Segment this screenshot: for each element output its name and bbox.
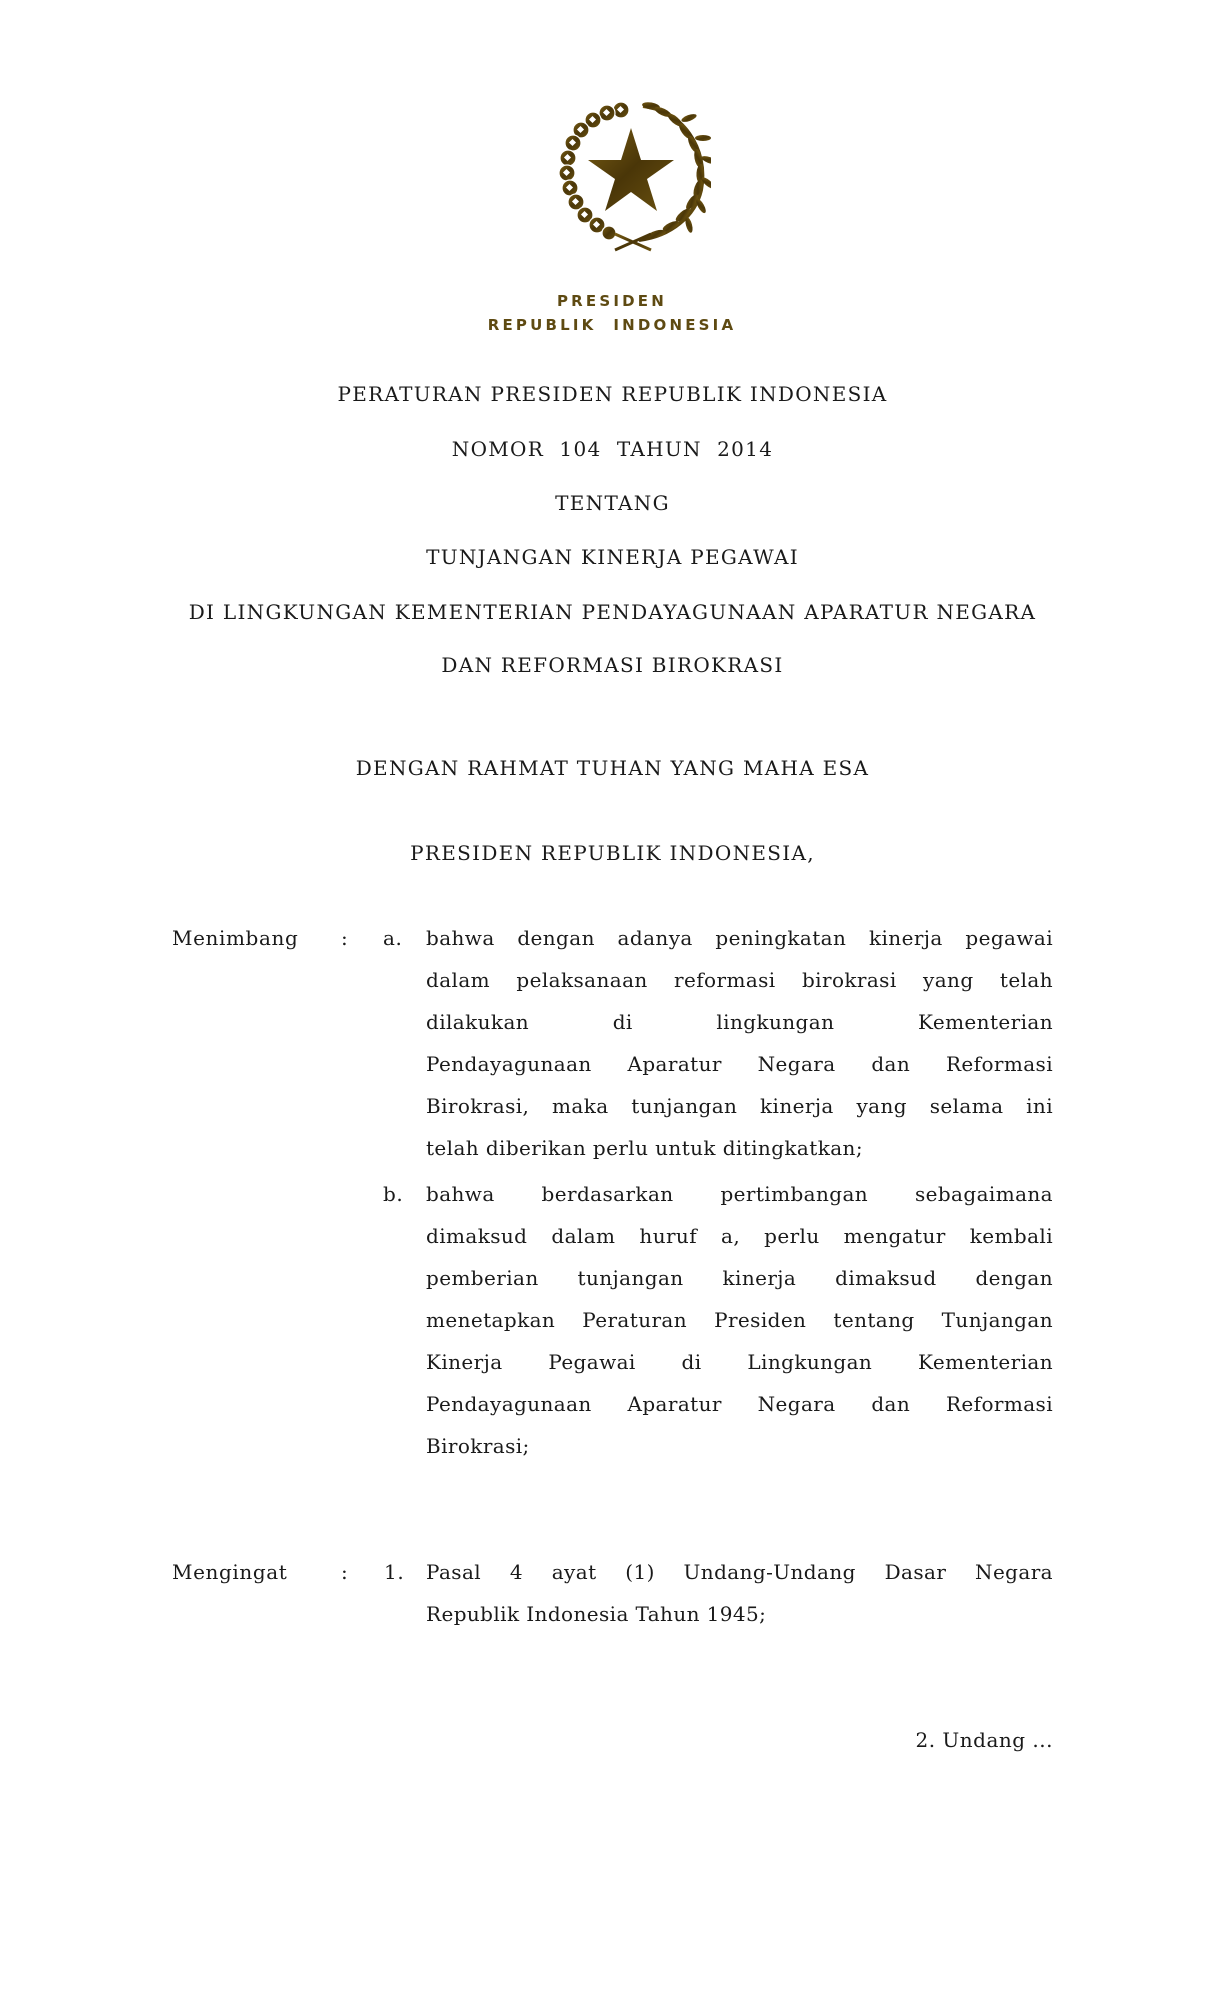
menimbang-label: Menimbang [172, 926, 299, 950]
text-line: dilakukan di lingkungan Kementerian [426, 1010, 1053, 1034]
mengingat-item-1 [426, 1551, 1053, 1635]
text-line: Kinerja Pegawai di Lingkungan Kementerian [426, 1350, 1053, 1374]
regulation-about: TENTANG [555, 491, 670, 515]
regulation-subject-line3: DAN REFORMASI BIROKRASI [441, 653, 784, 677]
text-line: dimaksud dalam huruf a, perlu mengatur kembali [426, 1224, 1053, 1248]
mengingat-colon: : [341, 1560, 349, 1584]
menimbang-colon: : [341, 926, 349, 950]
text-line: Pendayagunaan Aparatur Negara dan Reformasi [426, 1052, 1053, 1076]
text-line: Republik Indonesia Tahun 1945; [426, 1602, 767, 1626]
item-marker-1: 1. [384, 1560, 405, 1584]
mengingat-label: Mengingat [172, 1560, 288, 1584]
text-line: telah diberikan perlu untuk ditingkatkan; [426, 1136, 863, 1160]
text-line: bahwa dengan adanya peningkatan kinerja pegawai [426, 926, 1053, 950]
text-line: Birokrasi; [426, 1434, 530, 1458]
letterhead-presiden: PRESIDEN [556, 292, 668, 310]
item-marker-a: a. [383, 926, 403, 950]
menimbang-item-a [426, 917, 1053, 1169]
issuer-line: PRESIDEN REPUBLIK INDONESIA, [410, 841, 815, 865]
text-line: bahwa berdasarkan pertimbangan sebagaimana [426, 1182, 1053, 1206]
page-continuation: 2. Undang ... [915, 1728, 1053, 1752]
regulation-subject-line1: TUNJANGAN KINERJA PEGAWAI [426, 545, 799, 569]
regulation-number: NOMOR 104 TAHUN 2014 [451, 437, 774, 461]
text-line: dalam pelaksanaan reformasi birokrasi yang telah [426, 968, 1053, 992]
regulation-subject-line2: DI LINGKUNGAN KEMENTERIAN PENDAYAGUNAAN APARATUR NEGARA [188, 600, 1037, 624]
blessing-line: DENGAN RAHMAT TUHAN YANG MAHA ESA [355, 756, 870, 780]
text-line: menetapkan Peraturan Presiden tentang Tunjangan [426, 1308, 1053, 1332]
regulation-title: PERATURAN PRESIDEN REPUBLIK INDONESIA [337, 382, 888, 406]
text-line: Birokrasi, maka tunjangan kinerja yang selama ini [426, 1094, 1053, 1118]
text-line: Pasal 4 ayat (1) Undang-Undang Dasar Negara [426, 1560, 1053, 1584]
text-line: Pendayagunaan Aparatur Negara dan Reformasi [426, 1392, 1053, 1416]
text-line: pemberian tunjangan kinerja dimaksud dengan [426, 1266, 1053, 1290]
presidential-emblem-icon [551, 98, 711, 252]
menimbang-item-b [426, 1173, 1053, 1467]
item-marker-b: b. [383, 1182, 404, 1206]
letterhead-republik-indonesia: REPUBLIK INDONESIA [487, 316, 737, 334]
